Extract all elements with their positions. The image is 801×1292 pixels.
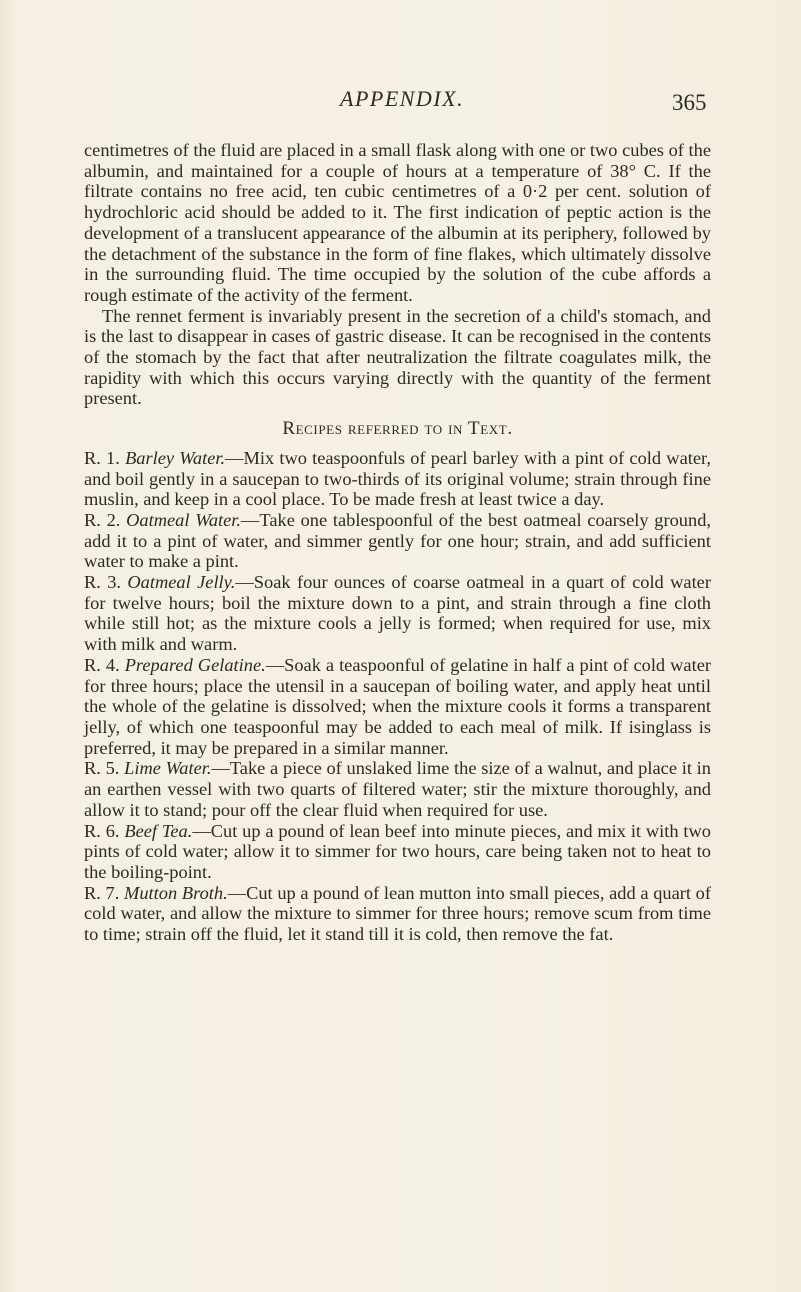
recipe-text: —Take a piece of unslaked lime the size of a walnut, and place it in an earthen vessel with two quarts of filtered water; stir the mixture thoroughly, and allow it to stand; pour off the clear fluid when required for use. [84,758,711,820]
recipe-text: —Cut up a pound of lean mutton into small pieces, add a quart of cold water, and allow the mixture to simmer for three hours; remove scum from time to time; strain off the fluid, let it stand till it is cold, then remove the fat. [84,882,711,945]
recipe-title: Oatmeal Jelly. [127,572,236,593]
running-head: APPENDIX. [340,86,465,111]
recipe-number: R. 5. [84,758,120,779]
recipe-number: R. 2. [84,509,121,530]
recipe-title: Barley Water. [125,447,226,468]
recipe-number: R. 7. [84,882,120,903]
paragraph-peptic-test: centimetres of the fluid are placed in a small flask along with one or two cubes of the albumin, and maintained for a couple of hours at a temperature of 38° C. If the filtrate contains no free acid, ten cubic centimetres of a 0·2 per cent. solution of hydrochloric acid should be added to it. The first indication of peptic action is the development of a translucent appearance of the albumin at its periphery, followed by the detachment of the substance in the form of fine flakes, which ultimately dissolve in the surrounding fluid. The time occupied by the solution of the cube affords a rough estimate of the activity of the ferment. [84,140,711,305]
page-number: 365 [672,90,707,115]
page-header [84,86,754,120]
recipe-title: Mutton Broth. [124,882,228,903]
recipe-title: Prepared Gelatine. [124,654,266,675]
page-body [84,140,711,945]
recipe-title: Beef Tea. [124,820,193,841]
recipe-number: R. 6. [84,820,120,841]
recipe-lime-water [84,758,711,820]
recipe-oatmeal-jelly [84,572,711,655]
recipe-text: —Cut up a pound of lean beef into minute pieces, and mix it with two pints of cold water; allow it to simmer for two hours, care being taken not to heat to the boiling-point. [84,820,711,882]
recipe-text: —Mix two teaspoonfuls of pearl barley with a pint of cold water, and boil gently in a saucepan to two-thirds of its original volume; strain through fine muslin, and keep in a cool place. To be made fresh at least twice a day. [84,447,711,510]
recipe-text: —Take one tablespoonful of the best oatmeal coarsely ground, add it to a pint of water, and simmer gently for one hour; strain, and add sufficient water to make a pint. [84,509,711,572]
recipe-barley-water [84,448,711,510]
recipe-text: —Soak a teaspoonful of gelatine in half a pint of cold water for three hours; place the utensil in a saucepan of boiling water, and apply heat until the whole of the gelatine is dissolved; when the mixture cools it forms a transparent jelly, of which one teaspoonful may be added to each meal of milk. If isinglass is preferred, it may be prepared in a similar manner. [84,654,711,758]
recipe-title: Oatmeal Water. [126,509,242,530]
recipe-prepared-gelatine [84,655,711,759]
recipe-beef-tea [84,821,711,883]
recipe-title: Lime Water. [124,758,212,779]
recipe-number: R. 1. [84,447,120,468]
recipe-oatmeal-water [84,510,711,572]
paragraph-rennet-ferment: The rennet ferment is invariably present in the secretion of a child's stomach, and is the last to disappear in cases of gastric disease. It can be recognised in the contents of the stomach by the fact that after neutralization the filtrate coagulates milk, the rapidity with which this occurs varying directly with the quantity of the ferment present. [84,305,711,409]
recipe-number: R. 3. [84,572,122,593]
recipe-mutton-broth [84,883,711,945]
recipe-number: R. 4. [84,654,120,675]
recipe-text: —Soak four ounces of coarse oatmeal in a quart of cold water for twelve hours; boil the mixture down to a pint, and strain through a fine cloth while still hot; as the mixture cools a jelly is formed; when required for use, mix with milk and warm. [84,572,711,655]
section-heading-recipes: Recipes referred to in Text. [282,418,513,440]
